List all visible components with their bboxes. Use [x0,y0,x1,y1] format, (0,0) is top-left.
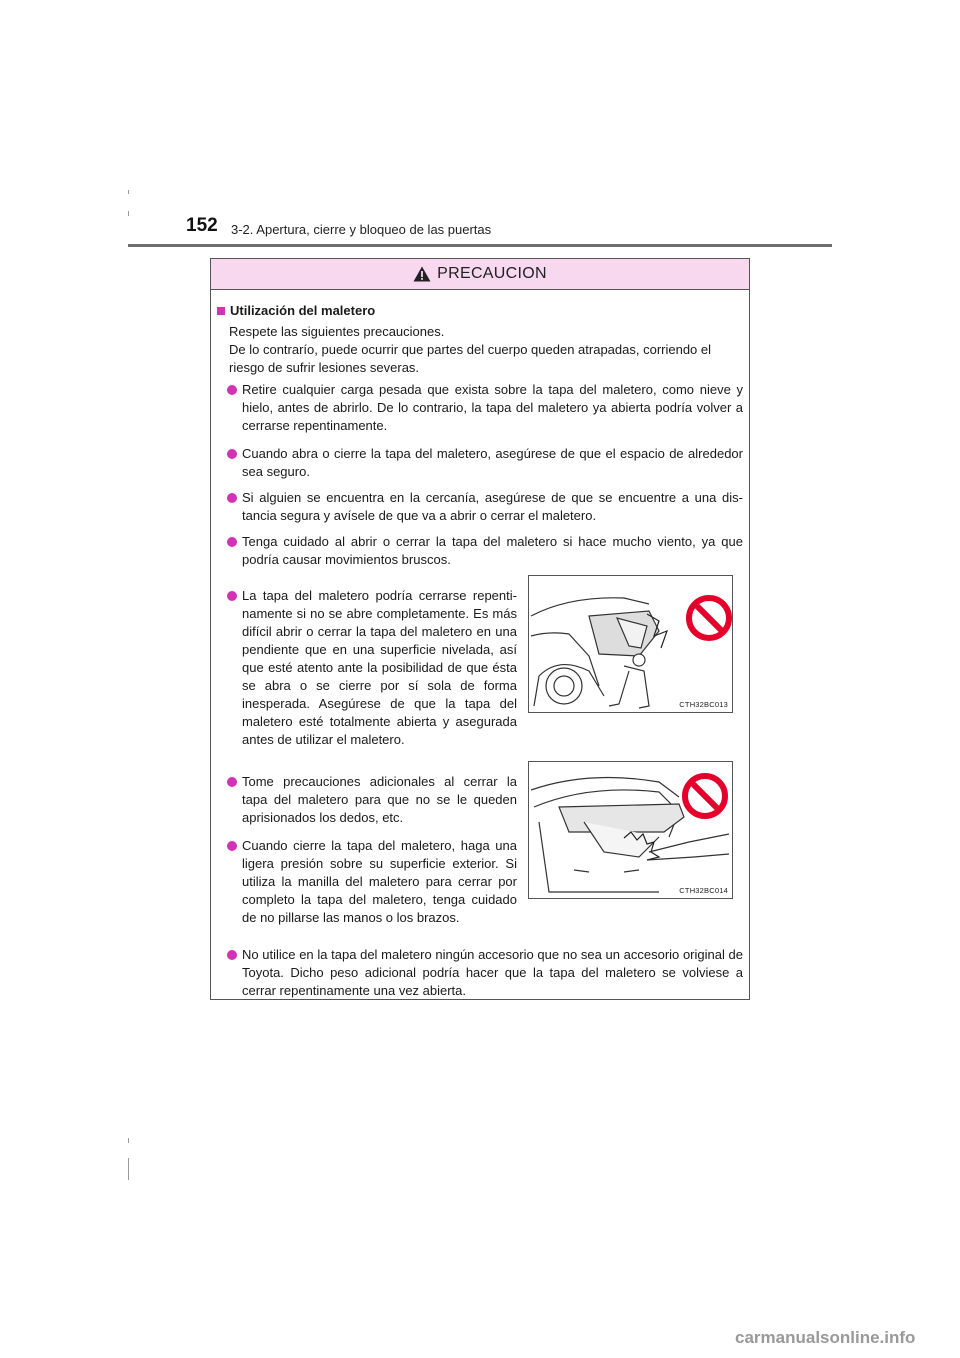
caution-header [211,259,749,290]
bullet-text: No utilice en la tapa del maletero ningún accesorio que no sea un accesorio original de Toyota. Dicho peso adicional podría hacer que la tapa del maletero se volviese a cerrar repentinamente una vez abierta. [242,947,743,998]
bullet-item [227,587,517,749]
intro-line: Respete las siguientes precauciones. [229,324,445,339]
prohibition-icon [685,594,733,642]
illustration-trunk-lid-falling [528,575,733,713]
bullet-item [227,489,743,525]
bullet-dot-icon [227,777,237,787]
square-bullet-icon [217,307,225,315]
subheading-text: Utilización del maletero [230,303,376,318]
bullet-text: Si alguien se encuentra en la cercanía, asegúrese de que se encuentre a una distancia segura y avísele de que va a abrir o cerrar el maletero. [242,490,743,523]
caution-title: PRECAUCION [437,265,547,282]
bullet-dot-icon [227,537,237,547]
bullet-text: Retire cualquier carga pesada que exista sobre la tapa del maletero, como nieve y hielo, antes de abrirlo. De lo contrario, la tapa del maletero ya abierta podría volver a cerrarse repentinamente. [242,382,743,433]
bullet-dot-icon [227,449,237,459]
figure-label: CTH32BC014 [679,886,728,895]
crop-mark [128,1158,129,1180]
crop-mark [128,190,129,194]
bullet-dot-icon [227,591,237,601]
prohibition-icon [681,772,729,820]
bullet-text: Tenga cuidado al abrir o cerrar la tapa del maletero si hace mucho viento, ya que podría causar movimientos bruscos. [242,534,743,567]
page-number: 152 [186,215,218,236]
intro-text [229,323,741,377]
bullet-item [227,445,743,481]
intro-line: De lo contrarío, puede ocurrir que partes del cuerpo queden atrapadas, corriendo el riesgo de sufrir lesiones severas. [229,342,712,375]
bullet-dot-icon [227,385,237,395]
bullet-text: Tome precauciones adicionales al cerrar la tapa del maletero para que no se le queden aprisionados los dedos, etc. [242,774,517,825]
watermark: carmanualsonline.info [735,1328,916,1347]
warning-triangle-icon [413,266,431,282]
bullet-dot-icon [227,950,237,960]
figure-label: CTH32BC013 [679,700,728,709]
bullet-text: Cuando abra o cierre la tapa del maletero, asegúrese de que el espacio de alrededor sea seguro. [242,446,743,479]
header-rule [128,244,832,247]
bullet-text: La tapa del maletero podría cerrarse repentinamente si no se abre completamente. Es más difícil abrir o cerrar la tapa del maletero en una pendiente que en una superficie nivelada, así que esté atento ante la posibilidad de que ésta se abra o se cierre por sí sola de forma inesperada. Asegúrese de que la tapa del maletero esté totalmente abierta y asegurada antes de utilizar el maletero. [242,588,517,747]
bullet-dot-icon [227,493,237,503]
bullet-text: Cuando cierre la tapa del maletero, haga una ligera presión sobre su superficie exterior. Si utiliza la manilla del maletero para cerrar por completo la tapa del maletero, tenga cuidado de no pillarse las manos o los brazos. [242,838,517,925]
bullet-item [227,773,517,827]
bullet-dot-icon [227,841,237,851]
bullet-item [227,946,743,1000]
bullet-item [227,837,517,927]
subheading [215,302,375,320]
caution-box [210,258,750,1000]
crop-mark [128,211,129,216]
bullet-item [227,381,743,435]
bullet-item [227,533,743,569]
crop-mark [128,1138,129,1143]
illustration-fingers-caught [528,761,733,899]
section-title: 3-2. Apertura, cierre y bloqueo de las puertas [231,222,492,237]
